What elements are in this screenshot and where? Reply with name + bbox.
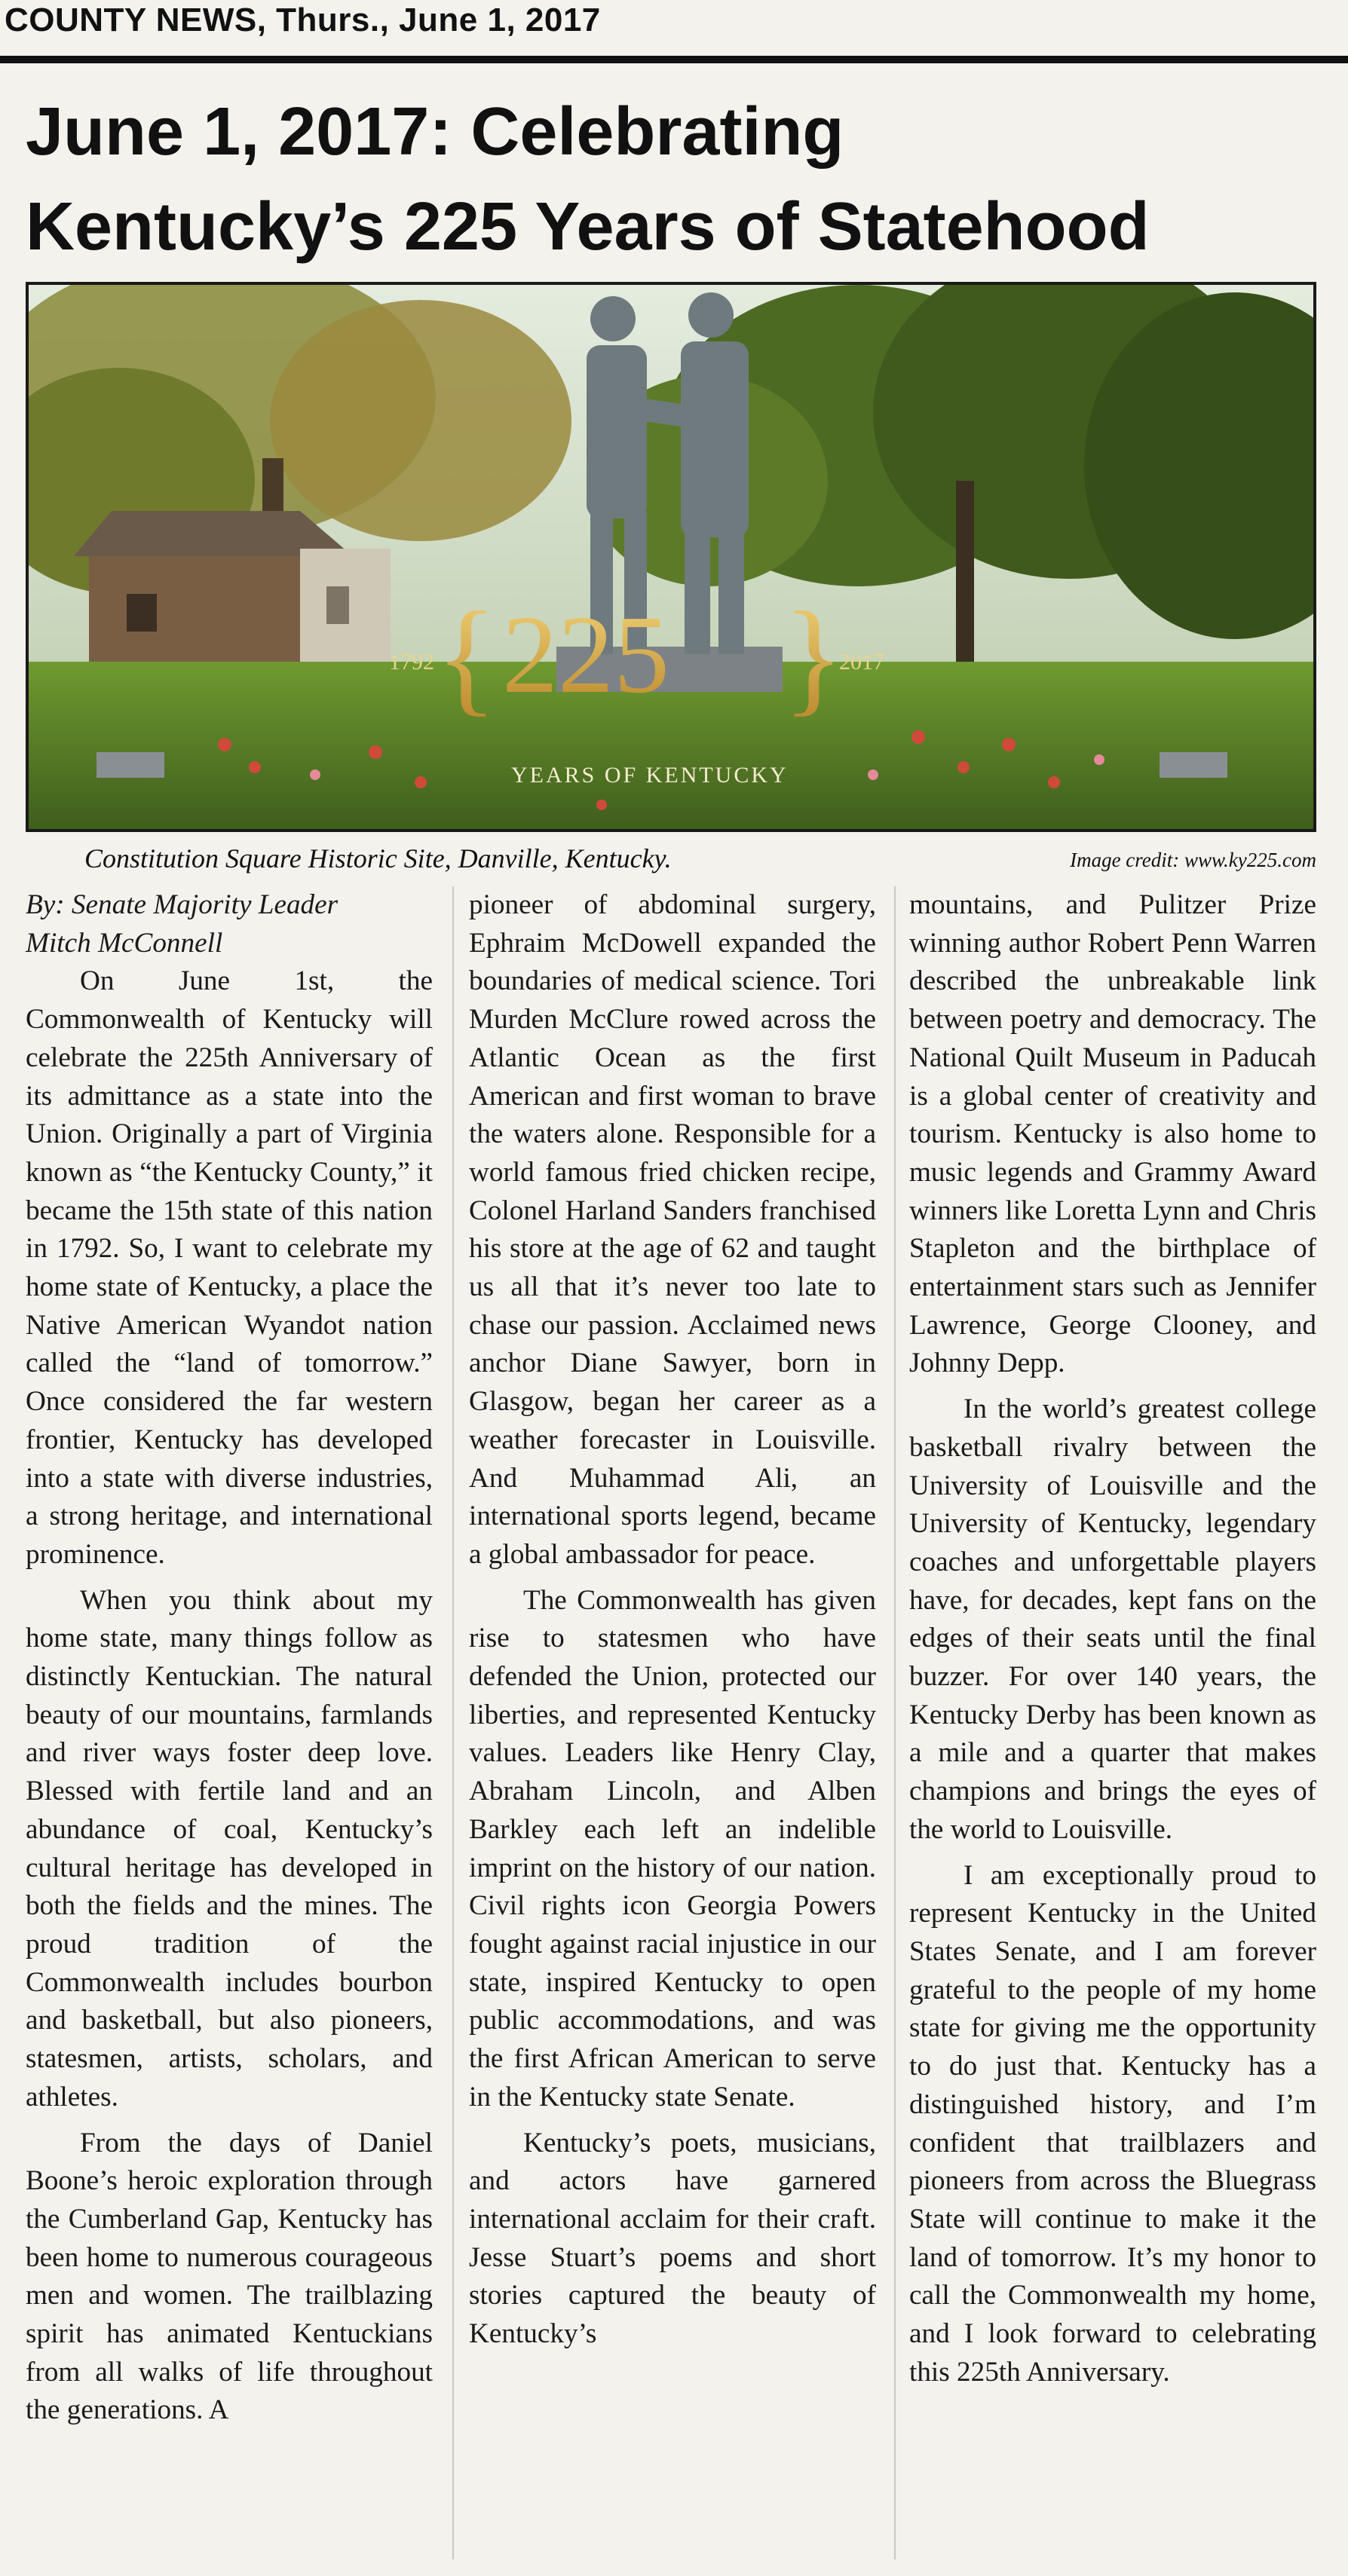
headline <box>26 84 1330 274</box>
statue-scene-illustration <box>29 285 1313 829</box>
byline-title: By: Senate Majority Leader <box>26 889 339 920</box>
logo-tagline: YEARS OF KENTUCKY <box>511 763 789 788</box>
paragraph: In the world’s greatest college basketball rivalry between the University of Louisville and the University of Kentucky, legendary coaches and unforgettable players have, for decades, kept fans on the edges of their seats until the final buzzer. For over 140 years, the Kentucky Derby has been known as a mile and a quarter that makes champions and brings the eyes of the world to Louisville. <box>909 1394 1316 1845</box>
image-credit: Image credit: www.ky225.com <box>1070 849 1316 871</box>
column-divider <box>894 886 896 2559</box>
column-divider <box>452 886 454 2559</box>
article-column-1 <box>26 886 433 2430</box>
headline-line-2: Kentucky’s 225 Years of Statehood <box>26 189 1150 265</box>
article-column-3 <box>909 886 1316 2391</box>
paragraph: Kentucky’s poets, musicians, and actors have garnered international acclaim for their craft. Jesse Stuart’s poems and short stories captured the beauty of Kentucky’s <box>469 2127 876 2350</box>
logo-number: 225 <box>502 593 669 717</box>
svg-text:}: } <box>783 586 844 727</box>
logo-year-start: 1792 <box>389 650 434 675</box>
caption-text: Constitution Square Historic Site, Danville, Kentucky. <box>84 843 672 873</box>
paragraph: The Commonwealth has given rise to statesmen who have defended the Union, protected our liberties, and represented Kentucky values. Leaders like Henry Clay, Abraham Lincoln, and Alben Barkley each left an indelible imprint on the history of our nation. Civil rights icon Georgia Powers fought against racial injustice in our state, inspired Kentucky to open public accommodations, and was the first African American to serve in the Kentucky state Senate. <box>469 1584 876 2113</box>
paragraph: I am exceptionally proud to represent Kentucky in the United States Senate, and I am forever grateful to the people of my home state for giving me the opportunity to do just that. Kentucky has a distinguished history, and I’m confident that trailblazers and pioneers from across the Bluegrass State will continue to make it the land of tomorrow. It’s my honor to call the Commonwealth my home, and I look forward to celebrating this 225th Anniversary. <box>909 1859 1316 2388</box>
paragraph: When you think about my home state, many things follow as distinctly Kentuckian. The natural beauty of our mountains, farmlands and river ways foster deep love. Blessed with fertile land and an abundance of coal, Kentucky’s cultural heritage has developed in both the fields and the mines. The proud tradition of the Commonwealth includes bourbon and basketball, but also pioneers, statesmen, artists, scholars, and athletes. <box>26 1584 433 2113</box>
headline-line-1: June 1, 2017: Celebrating <box>26 94 844 170</box>
logo-year-end: 2017 <box>839 650 884 675</box>
photo-caption <box>26 840 1316 880</box>
paragraph: pioneer of abdominal surgery, Ephraim McDowell expanded the boundaries of medical science. Tori Murden McClure rowed across the Atlantic Ocean as the first American and first woman to brave the waters alone. Responsible for a world famous fried chicken recipe, Colonel Harland Sanders franchised his store at the age of 62 and taught us all that it’s never too late to chase our passion. Acclaimed news anchor Diane Sawyer, born in Glasgow, began her career as a weather forecaster in Louisville. And Muhammad Ali, an international sports legend, became a global ambassador for peace. <box>469 889 876 1570</box>
masthead <box>0 0 1348 63</box>
paragraph: From the days of Daniel Boone’s heroic exploration through the Cumberland Gap, Kentucky has been home to numerous courageous men and women. The trailblazing spirit has animated Kentuckians from all walks of life throughout the generations. A <box>26 2127 433 2426</box>
svg-text:{: { <box>436 586 498 727</box>
paragraph: mountains, and Pulitzer Prize winning author Robert Penn Warren described the unbreakable link between poetry and democracy. The National Quilt Museum in Paducah is a global center of creativity and tourism. Kentucky is also home to music legends and Grammy Award winners like Loretta Lynn and Chris Stapleton and the birthplace of entertainment stars such as Jennifer Lawrence, George Clooney, and Johnny Depp. <box>909 889 1316 1379</box>
masthead-text: COUNTY NEWS, Thurs., June 1, 2017 <box>5 2 601 38</box>
byline-author: Mitch McConnell <box>26 927 223 959</box>
statehood-photo <box>26 282 1316 832</box>
article-column-2 <box>469 886 876 2354</box>
paragraph: On June 1st, the Commonwealth of Kentucky will celebrate the 225th Anniversary of its admittance as a state into the Union. Originally a part of Virginia known as “the Kentucky County,” it became the 15th state of this nation in 1792. So, I want to celebrate my home state of Kentucky, a place the Native American Wyandot nation called the “land of tomorrow.” Once considered the far western frontier, Kentucky has developed into a state with diverse industries, a strong heritage, and international prominence. <box>26 965 433 1570</box>
byline <box>26 886 433 962</box>
